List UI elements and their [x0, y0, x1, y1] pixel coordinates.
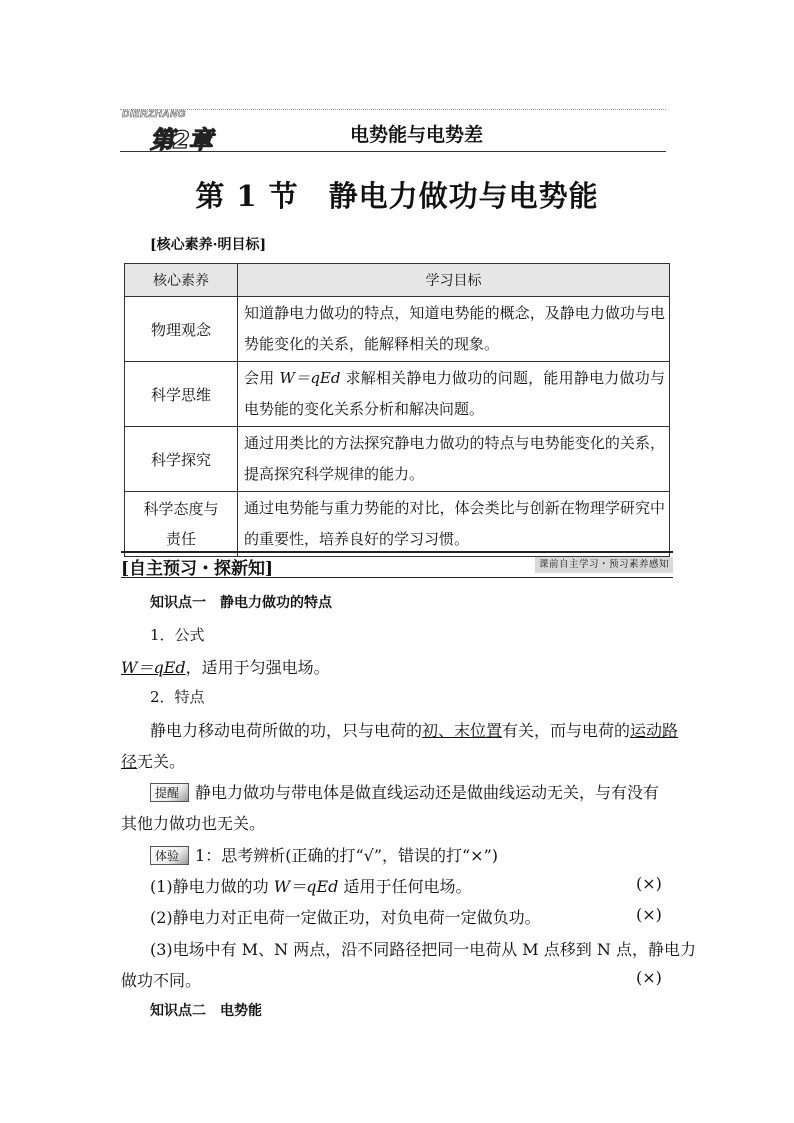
literacy-cell: 科学思维	[125, 362, 238, 427]
goal-text: 求解相关静电力做功的问题，能用静电力做功与电势能的变化关系分析和解决问题。	[244, 369, 665, 418]
experience-line	[150, 843, 498, 866]
feature-line-1	[150, 718, 678, 741]
answer-mark: (×)	[636, 874, 662, 893]
banner-tag: 课前自主学习・预习素养感知	[535, 557, 673, 573]
item-label: 2．特点	[150, 688, 205, 706]
knowledge-point-1-title: 知识点一 静电力做功的特点	[150, 595, 332, 611]
underlined-answer: 初、末位置	[422, 721, 503, 740]
goal-cell: 知道静电力做功的特点，知道电势能的概念，及静电力做功与电势能变化的关系，能解释相关的现象。	[238, 297, 670, 362]
banner-title: [自主预习・探新知]	[121, 559, 274, 579]
text: (1)静电力做的功	[150, 877, 274, 896]
table-row	[125, 362, 670, 427]
text: 1：思考辨析(正确的打“√”，错误的打“×”)	[195, 846, 499, 865]
literacy-cell: 科学探究	[125, 427, 238, 492]
chapter-title: 电势能与电势差	[350, 124, 484, 146]
formula: W＝qEd	[273, 877, 339, 896]
goal-cell: 通过电势能与重力势能的对比，体会类比与创新在物理学研究中的重要性，培养良好的学习习惯。	[238, 492, 670, 557]
text: 适用于任何电场。	[338, 877, 472, 896]
question-3-line-1: (3)电场中有 M、N 两点，沿不同路径把同一电荷从 M 点移到 N 点，静电力	[150, 940, 696, 959]
table-row	[125, 297, 670, 362]
question-1	[150, 874, 471, 897]
knowledge-point-2-title: 知识点二 电势能	[150, 1003, 262, 1019]
chapter-pinyin: DIERZHANG	[122, 109, 186, 120]
section-title: 第 1 节 静电力做功与电势能	[195, 179, 599, 213]
feature-line-2	[121, 749, 185, 772]
text: 有关，而与电荷的	[502, 721, 631, 740]
item-label: 1．公式	[150, 626, 205, 644]
underlined-answer: 运动路	[630, 721, 679, 740]
formula-line	[121, 655, 330, 678]
answer-mark: (×)	[636, 905, 662, 924]
header-bottom-rule	[120, 151, 666, 152]
section-banner	[121, 551, 673, 578]
formula: W＝qEd	[121, 658, 186, 677]
literacy-cell	[125, 492, 238, 557]
question-3-line-2: 做功不同。	[121, 971, 202, 990]
table-row	[125, 427, 670, 492]
goals-table	[124, 263, 670, 557]
literacy-line: 责任	[165, 530, 196, 548]
header-top-rule	[120, 109, 666, 110]
goal-cell	[238, 362, 670, 427]
underlined-answer: 径	[121, 752, 138, 771]
literacy-line: 科学态度与	[143, 500, 219, 518]
tip-line-2: 其他力做功也无关。	[121, 814, 266, 833]
question-2: (2)静电力对正电荷一定做正功，对负电荷一定做负功。	[150, 908, 541, 927]
tip-tag: 提醒	[150, 783, 189, 802]
formula-note: ，适用于匀强电场。	[185, 658, 330, 677]
goals-label: [核心素养·明目标]	[150, 237, 267, 253]
chapter-badge: 第2章	[150, 126, 212, 154]
goal-cell: 通过用类比的方法探究静电力做功的特点与电势能变化的关系，提高探究科学规律的能力。	[238, 427, 670, 492]
goal-text: 会用	[244, 369, 280, 387]
answer-mark: (×)	[636, 968, 662, 987]
text: 静电力做功与带电体是做直线运动还是做曲线运动无关，与有没有	[195, 783, 660, 802]
text: 无关。	[137, 752, 186, 771]
tip-line-1	[150, 780, 659, 803]
goals-table-header	[125, 264, 670, 297]
column-header-goal: 学习目标	[238, 264, 670, 297]
experience-tag: 体验	[150, 846, 189, 865]
table-row	[125, 492, 670, 557]
text: 静电力移动电荷所做的功，只与电荷的	[150, 721, 423, 740]
literacy-cell: 物理观念	[125, 297, 238, 362]
formula: W＝qEd	[279, 369, 341, 387]
column-header-literacy: 核心素养	[125, 264, 238, 297]
